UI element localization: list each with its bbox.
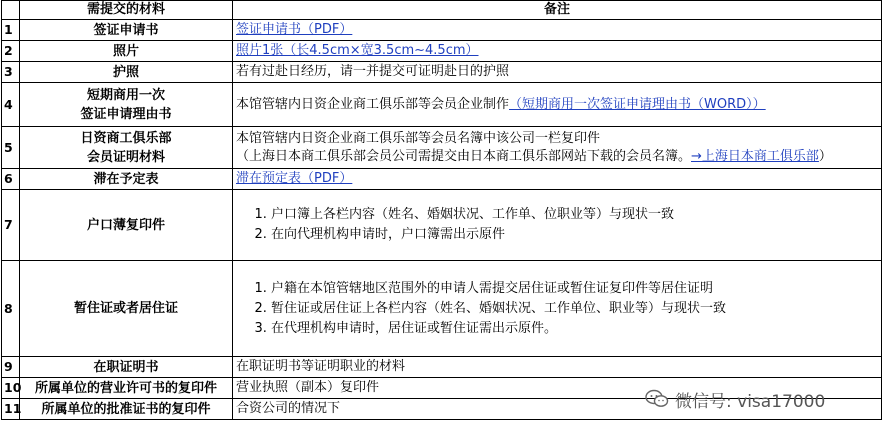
visa-application-pdf-link[interactable]: 签证申请书（PDF）	[236, 22, 353, 37]
header-remark: 备注	[233, 1, 882, 20]
table-row	[2, 41, 882, 62]
row-remark	[233, 41, 882, 62]
materials-table	[1, 0, 882, 420]
row-remark: 在职证明书等证明职业的材料	[233, 357, 882, 378]
material-line-1: 日资商工俱乐部	[80, 130, 172, 146]
remark-line-1: 本馆管辖内日资企业商工俱乐部等会员名簿中该公司一栏复印件	[236, 130, 601, 146]
table-row	[2, 127, 882, 169]
material-line-1: 短期商用一次	[86, 87, 165, 103]
row-material	[20, 127, 233, 169]
row-remark	[233, 83, 882, 127]
watermark-text: 微信号: visa17000	[675, 391, 826, 412]
row-remark	[233, 20, 882, 41]
row-material: 户口薄复印件	[20, 190, 233, 261]
row-material: 所属单位的批准证书的复印件	[20, 399, 233, 420]
table-row	[2, 83, 882, 127]
table-row	[2, 62, 882, 83]
table-row	[2, 190, 882, 261]
row-remark	[233, 127, 882, 169]
header-num-cell	[2, 1, 20, 20]
remark-tail: ）	[818, 148, 832, 164]
row-material: 在职证明书	[20, 357, 233, 378]
row-number: 6	[2, 169, 20, 190]
row-number: 10	[2, 378, 20, 399]
row-material: 照片	[20, 41, 233, 62]
list-item: 3. 在代理机构申请时，居住证或暂住证需出示原件。	[271, 319, 878, 339]
row-remark	[233, 190, 882, 261]
material-line-2: 签证申请理由书	[80, 106, 172, 122]
remark-list	[236, 205, 878, 245]
photo-spec-link[interactable]: 照片1张（长4.5cm×宽3.5cm~4.5cm）	[236, 43, 479, 58]
row-number: 8	[2, 261, 20, 357]
row-remark: 若有过赴日经历，请一并提交可证明赴日的护照	[233, 62, 882, 83]
material-line-2: 会员证明材料	[86, 149, 165, 165]
row-number: 7	[2, 190, 20, 261]
itinerary-pdf-link[interactable]: 滞在预定表（PDF）	[236, 171, 353, 186]
row-number: 5	[2, 127, 20, 169]
row-remark	[233, 261, 882, 357]
row-number: 3	[2, 62, 20, 83]
remark-list	[236, 279, 878, 339]
row-number: 1	[2, 20, 20, 41]
wechat-watermark	[645, 386, 875, 412]
wechat-icon	[645, 389, 669, 409]
remark-line-2: （上海日本商工俱乐部会员公司需提交由日本商工俱乐部网站下载的会员名簿。	[236, 148, 692, 164]
row-number: 11	[2, 399, 20, 420]
row-material: 暂住证或者居住证	[20, 261, 233, 357]
table-row	[2, 357, 882, 378]
header-material: 需提交的材料	[20, 1, 233, 20]
list-item: 1. 户籍在本馆管辖地区范围外的申请人需提交居住证或暂住证复印件等居住证明	[271, 279, 878, 299]
row-remark	[233, 169, 882, 190]
row-material: 护照	[20, 62, 233, 83]
row-material: 滞在予定表	[20, 169, 233, 190]
row-material: 签证申请书	[20, 20, 233, 41]
row-material: 所属单位的营业许可书的复印件	[20, 378, 233, 399]
row-remark: 营业执照（副本）复印件	[233, 378, 882, 399]
business-reason-word-link[interactable]: （短期商用一次签证申请理由书（WORD））	[509, 96, 766, 112]
list-item: 2. 在向代理机构申请时，户口簿需出示原件	[271, 225, 878, 245]
table-row	[2, 169, 882, 190]
list-item: 2. 暂住证或居住证上各栏内容（姓名、婚姻状况、工作单位、职业等）与现状一致	[271, 299, 878, 319]
table-row	[2, 261, 882, 357]
row-number: 2	[2, 41, 20, 62]
row-number: 4	[2, 83, 20, 127]
shanghai-club-link[interactable]: →上海日本商工俱乐部	[691, 148, 819, 164]
table-header-row	[2, 1, 882, 20]
list-item: 1. 户口簿上各栏内容（姓名、婚姻状况、工作单、位职业等）与现状一致	[271, 205, 878, 225]
row-number: 9	[2, 357, 20, 378]
remark-text: 本馆管辖内日资企业商工俱乐部等会员企业制作	[236, 96, 510, 112]
row-remark: 合资公司的情况下	[233, 399, 882, 420]
table-row	[2, 20, 882, 41]
row-material	[20, 83, 233, 127]
